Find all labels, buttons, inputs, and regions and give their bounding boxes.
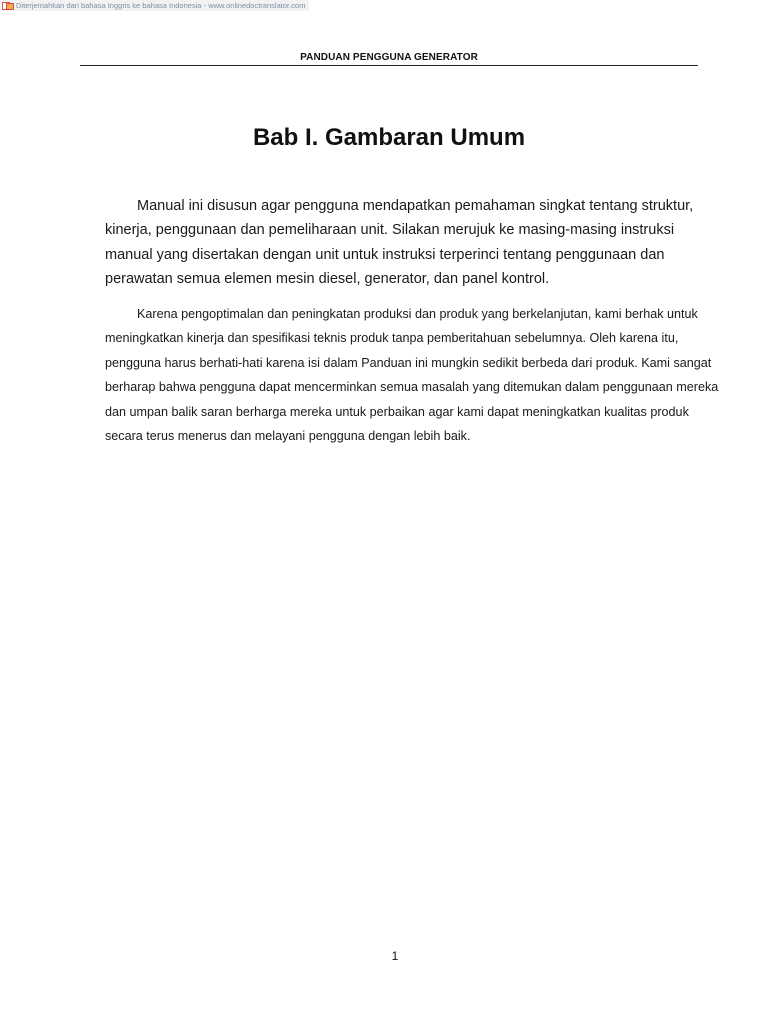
translator-logo-icon [2,2,14,10]
page-number: 1 [391,949,399,963]
running-header: PANDUAN PENGGUNA GENERATOR [300,52,478,63]
translator-banner[interactable] [0,0,309,11]
body-paragraph-2: Karena pengoptimalan dan peningkatan produksi dan produk yang berkelanjutan, kami berhak untuk meningkatkan kinerja dan spesifikasi teknis produk tanpa pemberitahuan sebelumnya. Oleh karena itu, pengguna harus berhati-hati karena isi dalam Panduan ini mungkin sedikit berbeda dari produk. Kami sangat berharap bahwa pengguna dapat mencerminkan semua masalah yang ditemukan dalam penggunaan mereka dan umpan balik saran berharga mereka untuk perbaikan agar kami dapat meningkatkan kualitas produk secara terus menerus dan melayani pengguna dengan lebih baik. [105,307,719,444]
chapter-title: Bab I. Gambaran Umum [252,124,526,151]
body-paragraph-1: Manual ini disusun agar pengguna mendapatkan pemahaman singkat tentang struktur, kinerja, penggunaan dan pemeliharaan unit. Silakan merujuk ke masing-masing instruksi manual yang disertakan dengan unit untuk instruksi terperinci tentang penggunaan dan perawatan semua elemen mesin diesel, generator, dan panel kontrol. [105,198,694,287]
header-rule [80,65,698,66]
translator-banner-text[interactable]: Diterjemahkan dari bahasa Inggris ke bahasa Indonesia - www.onlinedoctranslator.com [16,1,306,10]
